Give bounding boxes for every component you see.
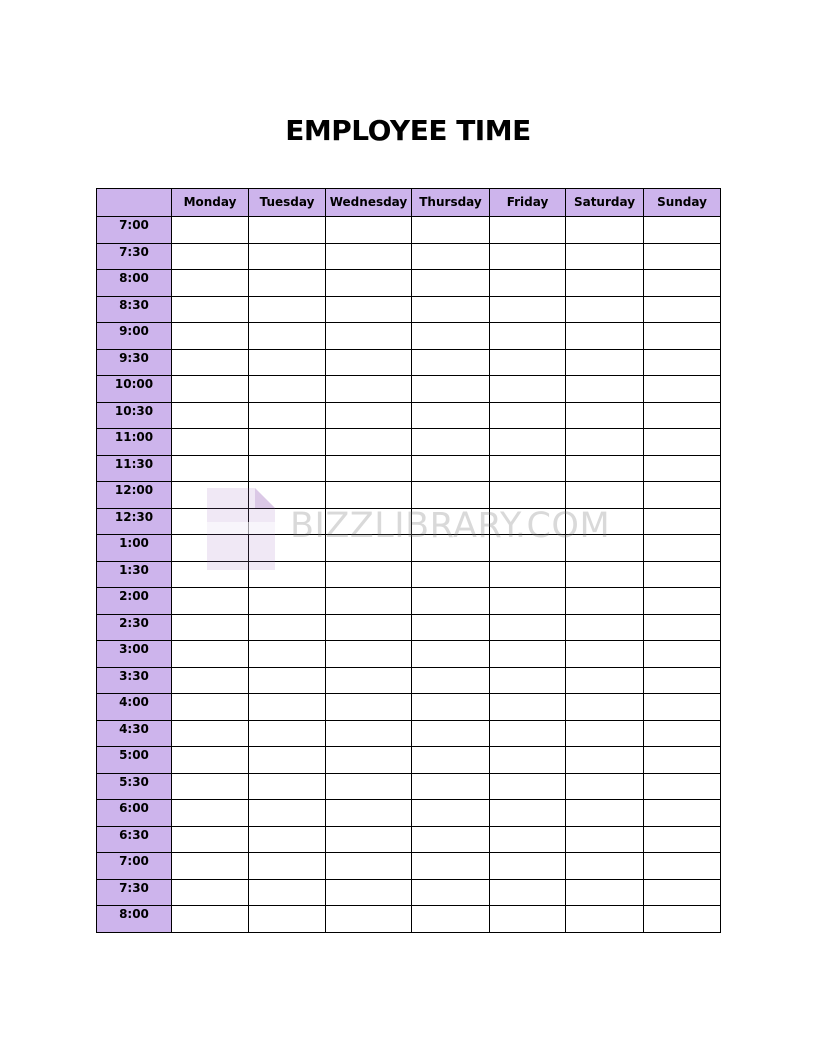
time-entry-cell-thursday[interactable] — [412, 747, 490, 774]
table-row — [97, 217, 721, 244]
time-entry-cell-sunday[interactable] — [644, 429, 721, 456]
time-entry-cell-wednesday[interactable] — [326, 482, 412, 509]
time-entry-cell-tuesday[interactable] — [249, 349, 326, 376]
time-entry-cell-thursday[interactable] — [412, 482, 490, 509]
time-entry-cell-tuesday[interactable] — [249, 561, 326, 588]
time-entry-cell-friday[interactable] — [490, 535, 566, 562]
time-entry-cell-monday[interactable] — [172, 720, 249, 747]
time-entry-cell-monday[interactable] — [172, 906, 249, 933]
time-entry-cell-wednesday[interactable] — [326, 217, 412, 244]
day-header-monday: Monday — [172, 189, 249, 217]
time-entry-cell-wednesday[interactable] — [326, 561, 412, 588]
time-entry-cell-monday[interactable] — [172, 879, 249, 906]
table-row — [97, 482, 721, 509]
watermark-text: BIZZLIBRARY.COM — [290, 506, 611, 546]
page-title: EMPLOYEE TIME — [285, 114, 531, 147]
time-entry-cell-thursday[interactable] — [412, 641, 490, 668]
time-entry-cell-friday[interactable] — [490, 217, 566, 244]
time-label: 10:00 — [97, 376, 172, 403]
time-entry-cell-sunday[interactable] — [644, 402, 721, 429]
time-entry-cell-friday[interactable] — [490, 800, 566, 827]
time-label: 1:30 — [97, 561, 172, 588]
time-entry-cell-saturday[interactable] — [566, 826, 644, 853]
time-entry-cell-thursday[interactable] — [412, 217, 490, 244]
time-entry-cell-monday[interactable] — [172, 402, 249, 429]
time-entry-cell-saturday[interactable] — [566, 402, 644, 429]
time-entry-cell-saturday[interactable] — [566, 243, 644, 270]
time-entry-cell-wednesday[interactable] — [326, 243, 412, 270]
time-entry-cell-friday[interactable] — [490, 641, 566, 668]
time-entry-cell-sunday[interactable] — [644, 641, 721, 668]
time-entry-cell-wednesday[interactable] — [326, 429, 412, 456]
time-entry-cell-monday[interactable] — [172, 853, 249, 880]
time-entry-cell-sunday[interactable] — [644, 455, 721, 482]
table-row — [97, 588, 721, 615]
table-row — [97, 614, 721, 641]
day-header-friday: Friday — [490, 189, 566, 217]
time-entry-cell-monday[interactable] — [172, 667, 249, 694]
time-entry-cell-tuesday[interactable] — [249, 482, 326, 509]
time-entry-cell-friday[interactable] — [490, 614, 566, 641]
time-label: 3:00 — [97, 641, 172, 668]
time-entry-cell-wednesday[interactable] — [326, 614, 412, 641]
time-entry-cell-thursday[interactable] — [412, 694, 490, 721]
time-entry-cell-thursday[interactable] — [412, 429, 490, 456]
day-header-tuesday: Tuesday — [249, 189, 326, 217]
time-entry-cell-tuesday[interactable] — [249, 402, 326, 429]
time-entry-cell-friday[interactable] — [490, 747, 566, 774]
time-entry-cell-sunday[interactable] — [644, 296, 721, 323]
time-entry-cell-friday[interactable] — [490, 561, 566, 588]
time-entry-cell-wednesday[interactable] — [326, 535, 412, 562]
time-entry-cell-tuesday[interactable] — [249, 906, 326, 933]
table-row — [97, 270, 721, 297]
time-entry-cell-monday[interactable] — [172, 588, 249, 615]
time-entry-cell-saturday[interactable] — [566, 323, 644, 350]
time-entry-cell-friday[interactable] — [490, 402, 566, 429]
time-entry-cell-thursday[interactable] — [412, 270, 490, 297]
time-label: 10:30 — [97, 402, 172, 429]
time-entry-cell-friday[interactable] — [490, 694, 566, 721]
time-entry-cell-monday[interactable] — [172, 243, 249, 270]
time-entry-cell-sunday[interactable] — [644, 853, 721, 880]
time-entry-cell-tuesday[interactable] — [249, 588, 326, 615]
time-label: 3:30 — [97, 667, 172, 694]
table-row — [97, 853, 721, 880]
time-entry-cell-tuesday[interactable] — [249, 217, 326, 244]
time-entry-cell-tuesday[interactable] — [249, 800, 326, 827]
time-label: 7:00 — [97, 217, 172, 244]
time-entry-cell-monday[interactable] — [172, 376, 249, 403]
time-entry-cell-thursday[interactable] — [412, 720, 490, 747]
time-entry-cell-friday[interactable] — [490, 826, 566, 853]
time-entry-cell-sunday[interactable] — [644, 243, 721, 270]
time-label: 11:30 — [97, 455, 172, 482]
time-entry-cell-saturday[interactable] — [566, 879, 644, 906]
time-entry-cell-saturday[interactable] — [566, 270, 644, 297]
time-entry-cell-sunday[interactable] — [644, 349, 721, 376]
table-row — [97, 641, 721, 668]
time-entry-cell-thursday[interactable] — [412, 402, 490, 429]
table-row — [97, 561, 721, 588]
time-entry-cell-thursday[interactable] — [412, 588, 490, 615]
time-entry-cell-sunday[interactable] — [644, 667, 721, 694]
time-entry-cell-tuesday[interactable] — [249, 323, 326, 350]
time-entry-cell-monday[interactable] — [172, 747, 249, 774]
time-entry-cell-sunday[interactable] — [644, 535, 721, 562]
time-entry-cell-sunday[interactable] — [644, 694, 721, 721]
time-label: 7:30 — [97, 879, 172, 906]
time-entry-cell-monday[interactable] — [172, 614, 249, 641]
time-entry-cell-wednesday[interactable] — [326, 455, 412, 482]
time-entry-cell-monday[interactable] — [172, 429, 249, 456]
time-entry-cell-sunday[interactable] — [644, 773, 721, 800]
time-entry-cell-friday[interactable] — [490, 906, 566, 933]
time-entry-cell-thursday[interactable] — [412, 614, 490, 641]
time-entry-cell-friday[interactable] — [490, 455, 566, 482]
time-entry-cell-saturday[interactable] — [566, 720, 644, 747]
time-entry-cell-tuesday[interactable] — [249, 270, 326, 297]
time-entry-cell-wednesday[interactable] — [326, 508, 412, 535]
time-label: 12:30 — [97, 508, 172, 535]
time-entry-cell-wednesday[interactable] — [326, 323, 412, 350]
time-entry-cell-wednesday[interactable] — [326, 349, 412, 376]
time-entry-cell-monday[interactable] — [172, 270, 249, 297]
time-entry-cell-monday[interactable] — [172, 694, 249, 721]
time-entry-cell-saturday[interactable] — [566, 773, 644, 800]
table-row — [97, 455, 721, 482]
time-entry-cell-thursday[interactable] — [412, 349, 490, 376]
table-row — [97, 535, 721, 562]
corner-cell — [97, 189, 172, 217]
time-entry-cell-thursday[interactable] — [412, 853, 490, 880]
table-row — [97, 747, 721, 774]
time-entry-cell-saturday[interactable] — [566, 641, 644, 668]
time-entry-cell-wednesday[interactable] — [326, 588, 412, 615]
time-entry-cell-tuesday[interactable] — [249, 720, 326, 747]
time-entry-cell-wednesday[interactable] — [326, 800, 412, 827]
time-entry-cell-friday[interactable] — [490, 243, 566, 270]
time-entry-cell-friday[interactable] — [490, 376, 566, 403]
time-entry-cell-monday[interactable] — [172, 296, 249, 323]
time-entry-cell-monday[interactable] — [172, 508, 249, 535]
time-label: 8:00 — [97, 906, 172, 933]
time-entry-cell-saturday[interactable] — [566, 508, 644, 535]
time-entry-cell-friday[interactable] — [490, 853, 566, 880]
time-entry-cell-saturday[interactable] — [566, 455, 644, 482]
time-entry-cell-thursday[interactable] — [412, 323, 490, 350]
time-entry-cell-tuesday[interactable] — [249, 667, 326, 694]
time-label: 4:30 — [97, 720, 172, 747]
time-entry-cell-tuesday[interactable] — [249, 747, 326, 774]
time-entry-cell-friday[interactable] — [490, 323, 566, 350]
time-label: 5:00 — [97, 747, 172, 774]
time-entry-cell-friday[interactable] — [490, 588, 566, 615]
time-entry-cell-wednesday[interactable] — [326, 667, 412, 694]
time-entry-cell-friday[interactable] — [490, 773, 566, 800]
time-entry-cell-thursday[interactable] — [412, 826, 490, 853]
table-row — [97, 667, 721, 694]
time-entry-cell-friday[interactable] — [490, 349, 566, 376]
time-entry-cell-friday[interactable] — [490, 508, 566, 535]
time-entry-cell-monday[interactable] — [172, 800, 249, 827]
time-entry-cell-tuesday[interactable] — [249, 773, 326, 800]
time-label: 7:00 — [97, 853, 172, 880]
time-entry-cell-tuesday[interactable] — [249, 853, 326, 880]
time-entry-cell-monday[interactable] — [172, 455, 249, 482]
time-label: 4:00 — [97, 694, 172, 721]
time-entry-cell-friday[interactable] — [490, 720, 566, 747]
table-row — [97, 906, 721, 933]
time-entry-cell-thursday[interactable] — [412, 243, 490, 270]
header-row — [97, 189, 721, 217]
time-entry-cell-monday[interactable] — [172, 535, 249, 562]
table-row — [97, 243, 721, 270]
day-header-wednesday: Wednesday — [326, 189, 412, 217]
time-label: 2:00 — [97, 588, 172, 615]
time-entry-cell-sunday[interactable] — [644, 588, 721, 615]
table-row — [97, 376, 721, 403]
time-entry-cell-sunday[interactable] — [644, 482, 721, 509]
time-entry-cell-thursday[interactable] — [412, 667, 490, 694]
time-label: 8:30 — [97, 296, 172, 323]
time-entry-cell-friday[interactable] — [490, 296, 566, 323]
table-row — [97, 694, 721, 721]
time-entry-cell-friday[interactable] — [490, 429, 566, 456]
table-row — [97, 800, 721, 827]
time-entry-cell-thursday[interactable] — [412, 455, 490, 482]
time-entry-cell-saturday[interactable] — [566, 535, 644, 562]
table-row — [97, 402, 721, 429]
time-entry-cell-sunday[interactable] — [644, 376, 721, 403]
time-entry-cell-tuesday[interactable] — [249, 296, 326, 323]
time-entry-cell-saturday[interactable] — [566, 694, 644, 721]
time-label: 6:00 — [97, 800, 172, 827]
time-entry-cell-wednesday[interactable] — [326, 376, 412, 403]
time-entry-cell-tuesday[interactable] — [249, 826, 326, 853]
time-entry-cell-thursday[interactable] — [412, 508, 490, 535]
time-entry-cell-wednesday[interactable] — [326, 826, 412, 853]
time-entry-cell-friday[interactable] — [490, 879, 566, 906]
time-entry-cell-thursday[interactable] — [412, 879, 490, 906]
time-entry-cell-thursday[interactable] — [412, 800, 490, 827]
time-entry-cell-tuesday[interactable] — [249, 614, 326, 641]
time-entry-cell-saturday[interactable] — [566, 217, 644, 244]
time-entry-cell-thursday[interactable] — [412, 906, 490, 933]
time-entry-cell-wednesday[interactable] — [326, 694, 412, 721]
time-label: 11:00 — [97, 429, 172, 456]
time-entry-cell-sunday[interactable] — [644, 217, 721, 244]
time-label: 8:00 — [97, 270, 172, 297]
time-entry-cell-tuesday[interactable] — [249, 508, 326, 535]
time-entry-cell-saturday[interactable] — [566, 588, 644, 615]
time-entry-cell-monday[interactable] — [172, 826, 249, 853]
time-entry-cell-wednesday[interactable] — [326, 879, 412, 906]
time-label: 12:00 — [97, 482, 172, 509]
time-label: 1:00 — [97, 535, 172, 562]
time-entry-cell-saturday[interactable] — [566, 614, 644, 641]
time-entry-cell-friday[interactable] — [490, 482, 566, 509]
time-entry-cell-thursday[interactable] — [412, 296, 490, 323]
time-entry-cell-wednesday[interactable] — [326, 747, 412, 774]
time-entry-cell-sunday[interactable] — [644, 720, 721, 747]
time-entry-cell-tuesday[interactable] — [249, 429, 326, 456]
time-label: 9:00 — [97, 323, 172, 350]
time-rows — [97, 217, 721, 933]
time-entry-cell-thursday[interactable] — [412, 773, 490, 800]
time-entry-cell-tuesday[interactable] — [249, 641, 326, 668]
time-label: 7:30 — [97, 243, 172, 270]
time-entry-cell-saturday[interactable] — [566, 376, 644, 403]
time-entry-cell-tuesday[interactable] — [249, 243, 326, 270]
time-entry-cell-tuesday[interactable] — [249, 694, 326, 721]
time-entry-cell-sunday[interactable] — [644, 561, 721, 588]
time-entry-cell-thursday[interactable] — [412, 376, 490, 403]
time-entry-cell-saturday[interactable] — [566, 561, 644, 588]
time-entry-cell-sunday[interactable] — [644, 906, 721, 933]
time-entry-cell-sunday[interactable] — [644, 270, 721, 297]
time-entry-cell-monday[interactable] — [172, 773, 249, 800]
time-label: 9:30 — [97, 349, 172, 376]
time-entry-cell-tuesday[interactable] — [249, 535, 326, 562]
time-entry-cell-monday[interactable] — [172, 349, 249, 376]
time-entry-cell-friday[interactable] — [490, 667, 566, 694]
time-entry-cell-tuesday[interactable] — [249, 376, 326, 403]
time-entry-cell-sunday[interactable] — [644, 800, 721, 827]
time-entry-cell-wednesday[interactable] — [326, 720, 412, 747]
time-entry-cell-wednesday[interactable] — [326, 296, 412, 323]
time-entry-cell-wednesday[interactable] — [326, 402, 412, 429]
time-entry-cell-saturday[interactable] — [566, 800, 644, 827]
time-label: 6:30 — [97, 826, 172, 853]
time-entry-cell-monday[interactable] — [172, 561, 249, 588]
table-row — [97, 826, 721, 853]
time-entry-cell-saturday[interactable] — [566, 906, 644, 933]
time-entry-cell-saturday[interactable] — [566, 667, 644, 694]
time-entry-cell-wednesday[interactable] — [326, 270, 412, 297]
table-row — [97, 773, 721, 800]
time-label: 5:30 — [97, 773, 172, 800]
table-row — [97, 349, 721, 376]
table-row — [97, 296, 721, 323]
time-entry-cell-saturday[interactable] — [566, 853, 644, 880]
time-entry-cell-saturday[interactable] — [566, 747, 644, 774]
time-entry-cell-saturday[interactable] — [566, 482, 644, 509]
time-entry-cell-monday[interactable] — [172, 482, 249, 509]
table-row — [97, 879, 721, 906]
table-row — [97, 720, 721, 747]
time-entry-cell-saturday[interactable] — [566, 349, 644, 376]
timesheet-table — [96, 188, 721, 933]
time-entry-cell-saturday[interactable] — [566, 429, 644, 456]
day-header-sunday: Sunday — [644, 189, 721, 217]
day-header-thursday: Thursday — [412, 189, 490, 217]
time-entry-cell-wednesday[interactable] — [326, 853, 412, 880]
time-entry-cell-wednesday[interactable] — [326, 773, 412, 800]
time-entry-cell-thursday[interactable] — [412, 535, 490, 562]
time-entry-cell-friday[interactable] — [490, 270, 566, 297]
table-row — [97, 508, 721, 535]
time-entry-cell-sunday[interactable] — [644, 614, 721, 641]
time-label: 2:30 — [97, 614, 172, 641]
time-entry-cell-wednesday[interactable] — [326, 906, 412, 933]
time-entry-cell-sunday[interactable] — [644, 826, 721, 853]
time-entry-cell-thursday[interactable] — [412, 561, 490, 588]
day-header-saturday: Saturday — [566, 189, 644, 217]
table-row — [97, 429, 721, 456]
time-entry-cell-monday[interactable] — [172, 217, 249, 244]
time-entry-cell-sunday[interactable] — [644, 508, 721, 535]
time-entry-cell-monday[interactable] — [172, 323, 249, 350]
table-row — [97, 323, 721, 350]
time-entry-cell-sunday[interactable] — [644, 323, 721, 350]
time-entry-cell-sunday[interactable] — [644, 879, 721, 906]
time-entry-cell-monday[interactable] — [172, 641, 249, 668]
time-entry-cell-tuesday[interactable] — [249, 879, 326, 906]
time-entry-cell-tuesday[interactable] — [249, 455, 326, 482]
time-entry-cell-sunday[interactable] — [644, 747, 721, 774]
time-entry-cell-saturday[interactable] — [566, 296, 644, 323]
time-entry-cell-wednesday[interactable] — [326, 641, 412, 668]
